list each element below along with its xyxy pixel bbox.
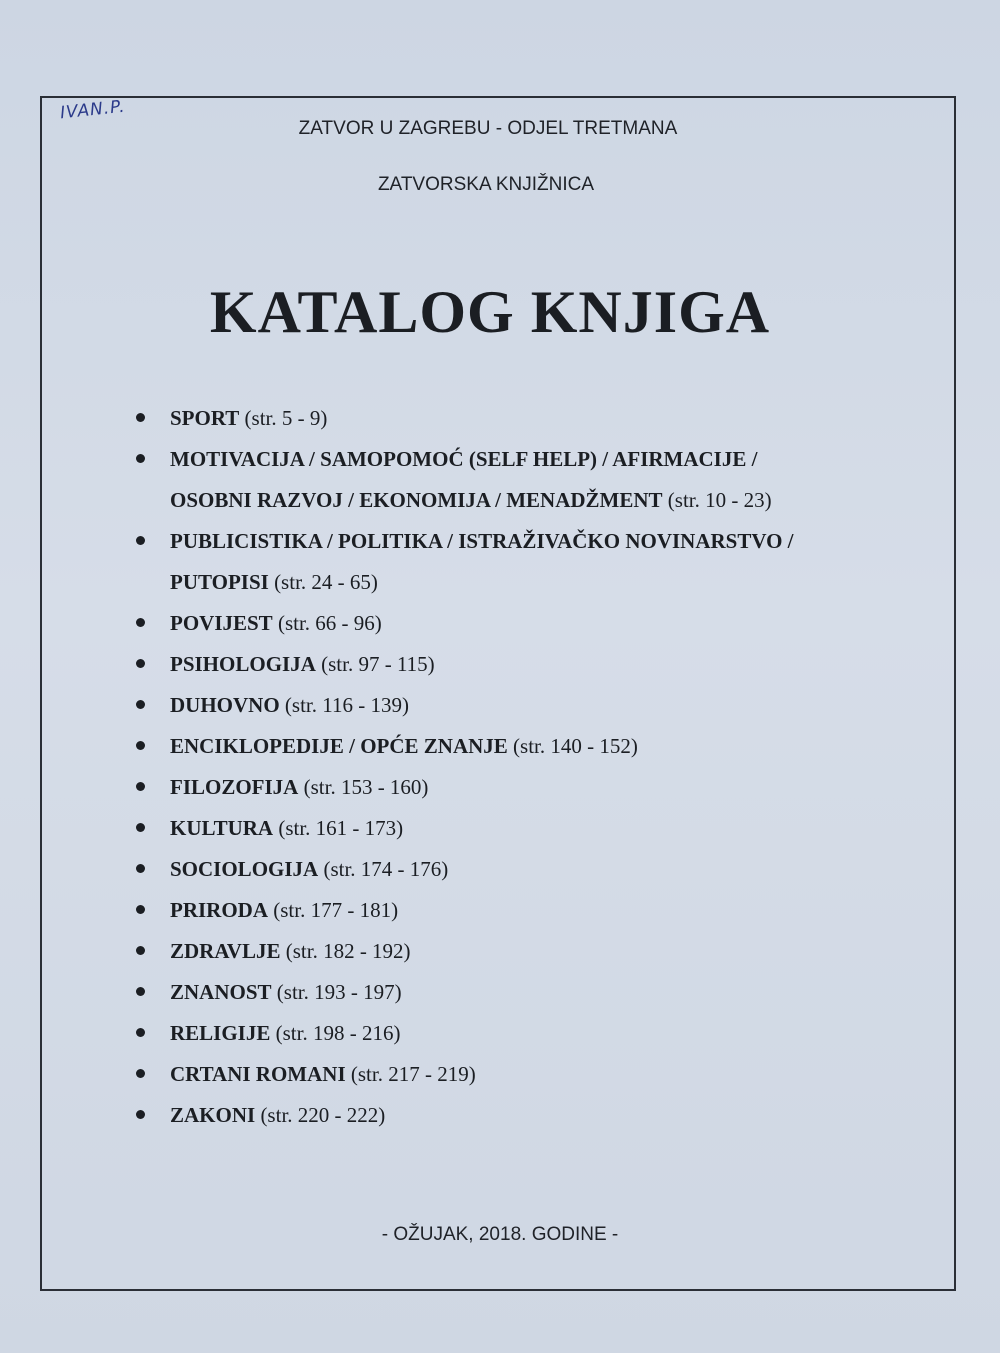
toc-category: OSOBNI RAZVOJ / EKONOMIJA / MENADŽMENT — [170, 488, 663, 512]
toc-item — [130, 525, 930, 566]
toc-category: SOCIOLOGIJA — [170, 857, 319, 881]
toc-item — [130, 976, 930, 1017]
toc-item-continuation — [130, 484, 930, 525]
bullet-icon — [136, 454, 145, 463]
bullet-icon — [136, 741, 145, 750]
header-library: ZATVORSKA KNJIŽNICA — [377, 174, 595, 195]
bullet-icon — [136, 618, 145, 627]
date-footer: - OŽUJAK, 2018. GODINE - — [381, 1224, 619, 1245]
toc-pages: (str. 97 - 115) — [321, 652, 435, 676]
handwritten-note: IVAN.P. — [59, 96, 127, 124]
bullet-icon — [136, 1069, 145, 1078]
bullet-icon — [136, 1110, 145, 1119]
toc-item — [130, 853, 930, 894]
toc-item — [130, 1058, 930, 1099]
toc-pages: (str. 220 - 222) — [260, 1103, 386, 1127]
bullet-icon — [136, 864, 145, 873]
toc-pages: (str. 5 - 9) — [244, 406, 328, 430]
toc-item — [130, 1017, 930, 1058]
toc-category: KULTURA — [170, 816, 274, 840]
toc-pages: (str. 140 - 152) — [513, 734, 638, 758]
toc-category: DUHOVNO — [170, 693, 280, 717]
toc-category: PUBLICISTIKA / POLITIKA / ISTRAŽIVAČKO NOVINARSTVO / — [170, 529, 794, 553]
toc-pages: (str. 24 - 65) — [274, 570, 378, 594]
toc-item — [130, 402, 930, 443]
toc-pages: (str. 193 - 197) — [276, 980, 402, 1004]
page-title: KATALOG KNJIGA — [209, 279, 771, 345]
toc-item — [130, 730, 930, 771]
toc-pages: (str. 10 - 23) — [667, 488, 772, 512]
toc-pages: (str. 66 - 96) — [277, 611, 382, 635]
table-of-contents — [130, 402, 930, 1140]
bullet-icon — [136, 659, 145, 668]
toc-category: PUTOPISI — [170, 570, 269, 594]
toc-category: FILOZOFIJA — [170, 775, 299, 799]
toc-pages: (str. 153 - 160) — [303, 775, 429, 799]
bullet-icon — [136, 700, 145, 709]
toc-pages: (str. 217 - 219) — [350, 1062, 476, 1086]
toc-category: MOTIVACIJA / SAMOPOMOĆ (SELF HELP) / AFIRMACIJE / — [170, 447, 758, 471]
toc-item — [130, 443, 930, 484]
toc-item — [130, 1099, 930, 1140]
toc-item — [130, 648, 930, 689]
toc-pages: (str. 182 - 192) — [285, 939, 411, 963]
header-institution: ZATVOR U ZAGREBU - ODJEL TRETMANA — [298, 118, 678, 139]
bullet-icon — [136, 823, 145, 832]
bullet-icon — [136, 987, 145, 996]
toc-category: RELIGIJE — [170, 1021, 271, 1045]
toc-pages: (str. 177 - 181) — [273, 898, 399, 922]
toc-item — [130, 689, 930, 730]
toc-pages: (str. 198 - 216) — [275, 1021, 401, 1045]
bullet-icon — [136, 413, 145, 422]
toc-category: ZAKONI — [170, 1103, 256, 1127]
toc-item-continuation — [130, 566, 930, 607]
bullet-icon — [136, 946, 145, 955]
toc-pages: (str. 116 - 139) — [284, 693, 409, 717]
toc-category: PRIRODA — [170, 898, 268, 922]
toc-category: CRTANI ROMANI — [170, 1062, 346, 1086]
toc-item — [130, 935, 930, 976]
toc-category: ENCIKLOPEDIJE / OPĆE ZNANJE — [170, 734, 508, 758]
bullet-icon — [136, 782, 145, 791]
toc-category: POVIJEST — [170, 611, 273, 635]
toc-item — [130, 607, 930, 648]
toc-item — [130, 771, 930, 812]
toc-pages: (str. 174 - 176) — [323, 857, 449, 881]
toc-pages: (str. 161 - 173) — [278, 816, 404, 840]
bullet-icon — [136, 536, 145, 545]
bullet-icon — [136, 905, 145, 914]
toc-item — [130, 894, 930, 935]
toc-category: ZNANOST — [170, 980, 272, 1004]
toc-category: ZDRAVLJE — [170, 939, 281, 963]
toc-category: PSIHOLOGIJA — [170, 652, 316, 676]
toc-item — [130, 812, 930, 853]
toc-category: SPORT — [170, 406, 240, 430]
bullet-icon — [136, 1028, 145, 1037]
